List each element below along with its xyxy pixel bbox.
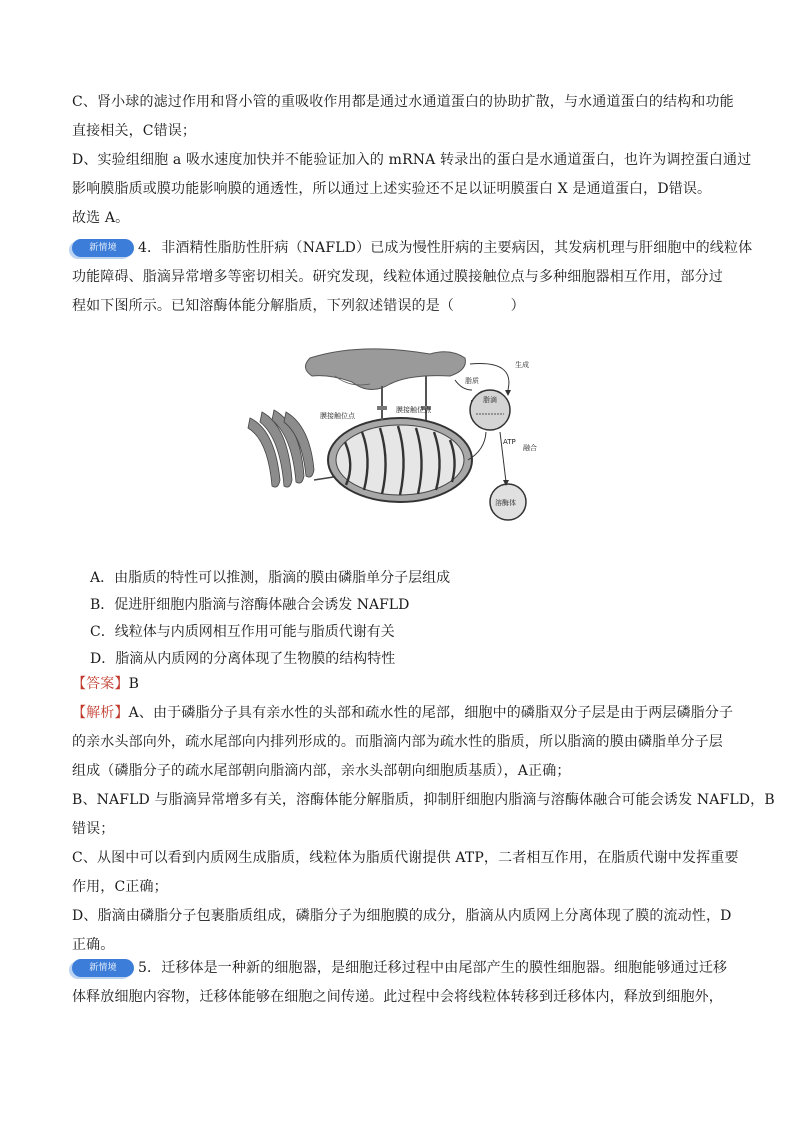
analysis-line: A、由于磷脂分子具有亲水性的头部和疏水性的尾部，细胞中的磷脂双分子层是由于两层磷脂分子 xyxy=(128,705,734,721)
question-4 xyxy=(72,234,753,321)
prev-explanation xyxy=(72,88,752,233)
label-generate: 生成 xyxy=(515,361,529,369)
q4-line2: 功能障碍、脂滴异常增多等密切相关。研究发现，线粒体通过膜接触位点与多种细胞器相互作用，部分过 xyxy=(72,269,723,285)
option-a: A．由脂质的特性可以推测，脂滴的膜由磷脂单分子层组成 xyxy=(90,570,451,586)
endoplasmic-reticulum xyxy=(305,349,465,390)
analysis-line: 的亲水头部向外，疏水尾部向内排列形成的。而脂滴内部为疏水性的脂质，所以脂滴的膜由磷脂单分子层 xyxy=(72,734,723,750)
label-lipid: 脂质 xyxy=(465,377,479,385)
label-lipid-droplet: 脂滴 xyxy=(483,396,497,404)
cell-organelle-figure xyxy=(240,340,560,540)
label-lysosome: 溶酶体 xyxy=(495,499,516,507)
organelle-diagram xyxy=(240,340,560,540)
answer-label: 【答案】 xyxy=(72,676,129,692)
golgi-apparatus xyxy=(248,410,314,487)
new-context-badge: 新情境 xyxy=(72,959,134,977)
analysis-line: B、NAFLD 与脂滴异常增多有关，溶酶体能分解脂质，抑制肝细胞内脂滴与溶酶体融合可能会诱发 NAFLD，B xyxy=(72,792,775,808)
explanation-c-line2: 直接相关，C错误； xyxy=(72,123,197,139)
analysis-line: 组成（磷脂分子的疏水尾部朝向脂滴内部，亲水头部朝向细胞质基质），A正确； xyxy=(72,763,571,779)
analysis-line: 错误； xyxy=(72,821,115,837)
analysis-line: 正确。 xyxy=(72,937,115,953)
analysis-label: 【解析】 xyxy=(72,705,129,721)
explanation-c-line1: C、肾小球的滤过作用和肾小管的重吸收作用都是通过水通道蛋白的协助扩散，与水通道蛋白的结构和功能 xyxy=(72,94,734,110)
option-c: C．线粒体与内质网相互作用可能与脂质代谢有关 xyxy=(90,624,395,640)
q4-line1: 4．非酒精性脂肪性肝病（NAFLD）已成为慢性肝病的主要病因，其发病机理与肝细胞中的线粒体 xyxy=(138,240,753,256)
explanation-d-line2: 影响膜脂质或膜功能影响膜的通透性，所以通过上述实验还不足以证明膜蛋白 X 是通道蛋白，D错误。 xyxy=(72,181,712,197)
answer-value: B xyxy=(128,676,140,692)
answer-analysis xyxy=(72,670,775,960)
option-b: B．促进肝细胞内脂滴与溶酶体融合会诱发 NAFLD xyxy=(90,597,410,613)
explanation-d-line1: D、实验组细胞 a 吸水速度加快并不能验证加入的 mRNA 转录出的蛋白是水通道蛋白，也许为调控蛋白通过 xyxy=(72,152,752,168)
label-fusion: 融合 xyxy=(523,444,537,452)
label-contact-site-2: 膜接触位点 xyxy=(396,406,431,414)
analysis-line: 作用，C正确； xyxy=(72,879,168,895)
new-context-badge: 新情境 xyxy=(72,239,134,257)
option-d: D．脂滴从内质网的分离体现了生物膜的结构特性 xyxy=(90,651,396,667)
conclusion: 故选 A。 xyxy=(72,210,130,226)
label-atp: ATP xyxy=(503,438,516,446)
analysis-line: D、脂滴由磷脂分子包裹脂质组成，磷脂分子为细胞膜的成分，脂滴从内质网上分离体现了膜的流动性，D xyxy=(72,908,732,924)
question-5 xyxy=(72,954,728,1012)
label-contact-site-1: 膜接触位点 xyxy=(320,412,355,420)
q5-line1: 5．迁移体是一种新的细胞器，是细胞迁移过程中由尾部产生的膜性细胞器。细胞能够通过迁移 xyxy=(138,960,728,976)
analysis-line: C、从图中可以看到内质网生成脂质，线粒体为脂质代谢提供 ATP，二者相互作用，在脂质代谢中发挥重要 xyxy=(72,850,739,866)
q4-line3: 程如下图所示。已知溶酶体能分解脂质，下列叙述错误的是（ ） xyxy=(72,298,525,314)
q5-line2: 体释放细胞内容物，迁移体能够在细胞之间传递。此过程中会将线粒体转移到迁移体内，释放到细胞外， xyxy=(72,989,723,1005)
